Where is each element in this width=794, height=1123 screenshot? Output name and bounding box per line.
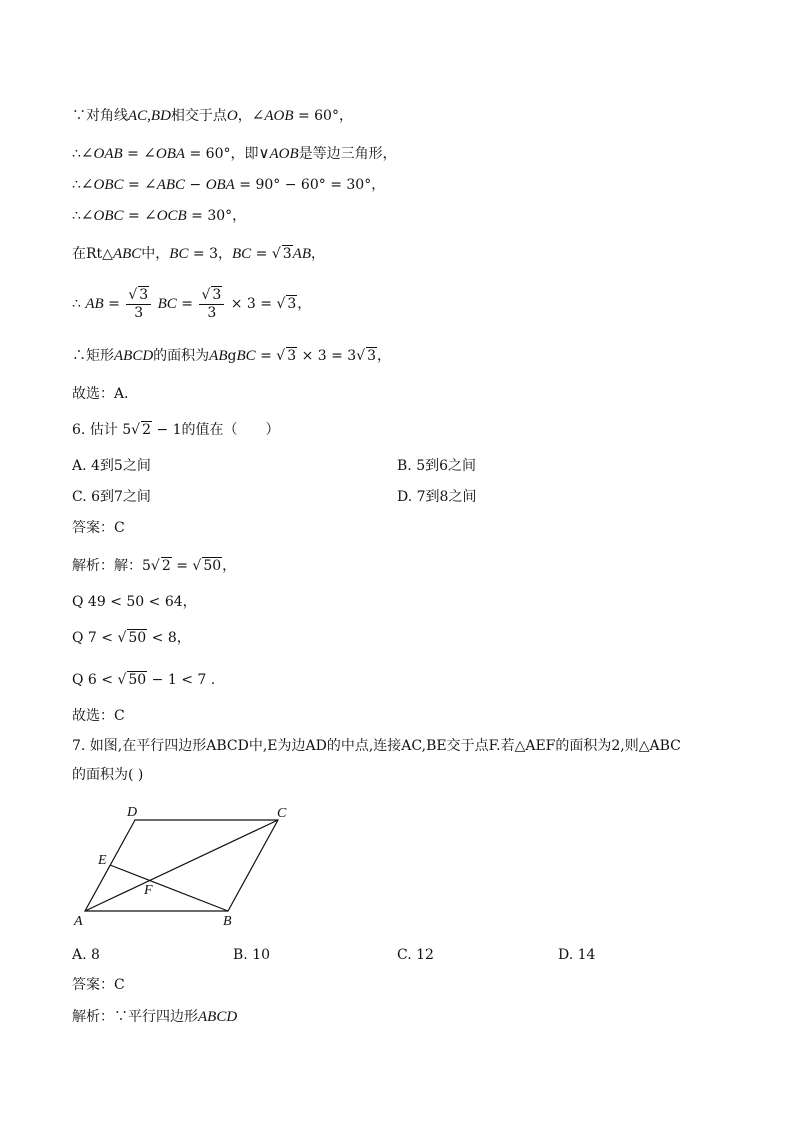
label-a: A: [74, 914, 83, 929]
q6-solution-4: Q 6 < √ 50 − 1 < 7 .: [72, 672, 216, 688]
question-7-line-1: 7. 如图,在平行四边形ABCD中,E为边AD的中点,连接AC,BE交于点F.若△AEF的面积为2,则△ABC: [72, 738, 681, 754]
q6-option-c: C. 6到7之间: [72, 489, 151, 505]
q7-option-c: C. 12: [397, 947, 434, 963]
solution-line-7: ∴矩形ABCD的面积为ABgBC = √ 3 × 3 = 3√ 3，: [72, 348, 392, 364]
question-7-line-2: 的面积为( ): [72, 767, 144, 783]
q6-option-a: A. 4到5之间: [72, 458, 151, 474]
label-f: F: [144, 883, 153, 898]
q7-option-d: D. 14: [558, 947, 596, 963]
q6-choose: 故选：C: [72, 708, 125, 724]
q7-option-b: B. 10: [233, 947, 271, 963]
label-b: B: [223, 914, 232, 929]
label-c: C: [277, 806, 287, 821]
q6-solution-2: Q 49 < 50 < 64，: [72, 594, 197, 610]
solution-line-5: 在Rt△ABC中，BC = 3，BC = √ 3AB，: [72, 246, 325, 262]
solution-line-1: ∵对角线AC,BD相交于点O，∠AOB = 60°，: [72, 108, 353, 124]
diagonal-ac: [85, 820, 278, 911]
label-d: D: [127, 805, 138, 820]
label-e: E: [98, 853, 107, 868]
q7-option-a: A. 8: [72, 947, 100, 963]
parallelogram-figure: [60, 798, 300, 933]
solution-line-2: ∴∠OAB = ∠OBA = 60°，即∨AOB是等边三角形，: [72, 146, 397, 162]
question-6: 6. 估计 5√ 2 − 1的值在（ ）: [72, 422, 280, 438]
q6-solution-3: Q 7 < √ 50 < 8，: [72, 630, 191, 646]
q6-solution-1: 解析：解：5√ 2 = √ 50，: [72, 558, 237, 574]
choice-line: 故选：A．: [72, 386, 139, 402]
q7-answer: 答案：C: [72, 977, 125, 993]
solution-line-3: ∴∠OBC = ∠ABC − OBA = 90° − 60° = 30°，: [72, 177, 386, 193]
solution-line-6: ∴ AB = $\frac{√ 3}{3}$ BC = $\frac{√ 3}{3}$ × 3 = √ 3，: [72, 287, 312, 321]
q6-option-d: D. 7到8之间: [397, 489, 477, 505]
q6-answer: 答案：C: [72, 520, 125, 536]
q6-option-b: B. 5到6之间: [397, 458, 477, 474]
solution-line-4: ∴∠OBC = ∠OCB = 30°，: [72, 208, 247, 224]
q7-solution: 解析：∵平行四边形ABCD: [72, 1009, 238, 1025]
